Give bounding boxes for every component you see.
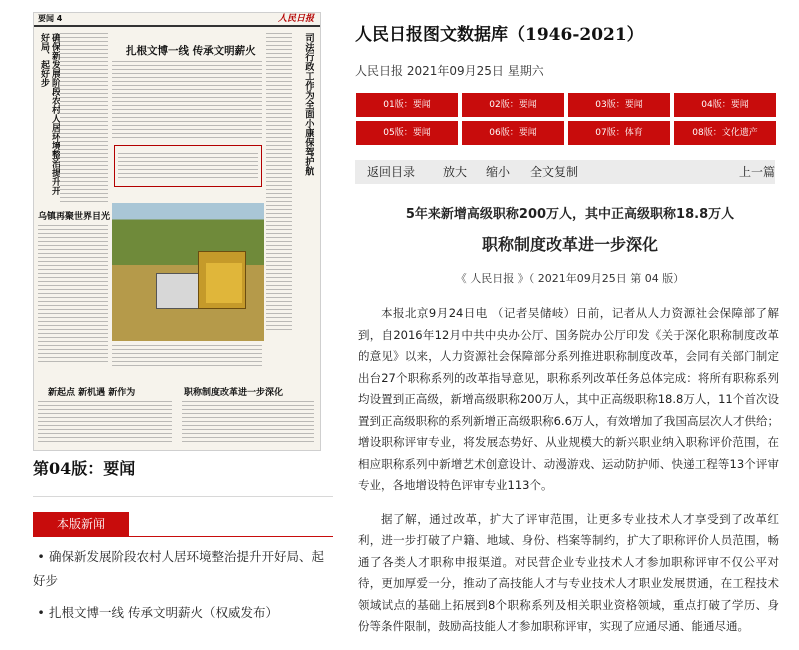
- tractor-shape: [156, 273, 202, 309]
- newspaper-page-thumbnail[interactable]: [33, 12, 321, 451]
- section-news-header: 本版新闻: [33, 512, 129, 537]
- article-source: 《 人民日报 》（ 2021年09月25日 第 04 版）: [455, 272, 685, 285]
- text-column: [182, 401, 314, 445]
- list-item: [33, 545, 333, 593]
- page-tab[interactable]: 06版：要闻: [462, 121, 564, 145]
- page-tab[interactable]: 05版：要闻: [356, 121, 458, 145]
- thumb-headline-bottom-left: 新起点 新机遇 新作为: [48, 388, 136, 398]
- zoom-out-button[interactable]: 缩小: [486, 165, 511, 179]
- text-column: [118, 153, 258, 181]
- page-tab[interactable]: 07版：体育: [568, 121, 670, 145]
- thumb-headline-left-mid: 乌镇再聚世界目光: [38, 212, 111, 222]
- harvest-photo: [112, 203, 264, 341]
- page-tab[interactable]: 08版：文化遗产: [674, 121, 776, 145]
- thumb-headline-bottom-right: 职称制度改革进一步深化: [184, 388, 284, 398]
- thumb-headline-left: 确保新发展阶段农村人居环境整治提升开好局、起好步: [39, 33, 60, 195]
- back-to-index-button[interactable]: 返回目录: [367, 165, 416, 179]
- zoom-in-button[interactable]: 放大: [443, 165, 468, 179]
- page-tab[interactable]: 01版：要闻: [356, 93, 458, 117]
- article-toolbar: [355, 160, 775, 184]
- article-paragraph: 本报北京9月24日电 （记者吴储岐）日前，记者从人力资源社会保障部了解到，自2016年12月中共中央办公厅、国务院办公厅印发《关于深化职称制度改革的意见》以来，人力资源社会保障部分系列推进职称制度改革，会同有关部门制定出台27个职称系列的改革指导意见，职称系列改革任务总体完成：将所有职称系列均设置到正高级，新增高级职称200万人，其中正高级职称18.8万人，11个首次设置到正高级职称的系列新增正高级职称6.6万人，有效增加了我国高层次人才供给；增设职称评审专业，将发展态势好、从业规模大的新兴职业纳入职称评价范围，在相应职称系列中新增艺术创意设计、动漫游戏、运动防护师、快递工程等13个评审专业，各地增设特色评审专业113个。: [358, 306, 779, 492]
- section-news-rule: [33, 536, 333, 537]
- right-column: [355, 0, 785, 639]
- thumb-headline-top: 扎根文博一线 传承文明薪火: [126, 45, 256, 57]
- article-body: [358, 303, 779, 650]
- text-column: [38, 401, 172, 445]
- previous-article-button[interactable]: 上一篇: [739, 165, 776, 179]
- text-column: [38, 225, 108, 365]
- article-title: 职称制度改革进一步深化: [481, 235, 658, 254]
- left-column: [0, 0, 340, 639]
- page-tab[interactable]: 02版：要闻: [462, 93, 564, 117]
- bullet-icon: •: [37, 605, 45, 620]
- article-subtitle: 5年来新增高级职称200万人，其中正高级职称18.8万人: [405, 207, 735, 222]
- copy-fulltext-button[interactable]: 全文复制: [530, 165, 579, 179]
- page-name: 第04版：要闻: [33, 459, 136, 478]
- list-item: [33, 601, 333, 625]
- corn-pile: [206, 263, 242, 303]
- divider: [33, 496, 333, 497]
- section-news-list: [33, 545, 333, 633]
- database-title: 人民日报图文数据库（1946-2021）: [355, 25, 644, 45]
- issue-meta: 人民日报 2021年09月25日 星期六: [355, 64, 544, 78]
- text-column: [60, 33, 108, 203]
- text-column: [112, 345, 262, 367]
- bullet-icon: •: [37, 549, 45, 564]
- news-link[interactable]: 确保新发展阶段农村人居环境整治提升开好局、起好步: [33, 549, 325, 588]
- text-column: [112, 61, 262, 141]
- article-paragraph: 据了解，通过改革，扩大了评审范围，让更多专业技术人才享受到了改革红利，进一步打破了户籍、地域、身份、档案等制约，扩大了职称评价人员范围，畅通了各类人才职称申报渠道。对民营企业专业技术人才参加职称评审不仅公平对待，更加厚爱一分，推动了高技能人才与专业技术人才职业发展贯通，在工程技术领域试点的基础上拓展到8个职称系列及相关职业资格领域，重点打破了学历、身份等条件限制，鼓励高技能人才参加职称评审，实现了应通尽通、能通尽通。: [358, 511, 779, 633]
- newspaper-logo: 人民日报: [277, 14, 314, 24]
- page-tab[interactable]: 04版：要闻: [674, 93, 776, 117]
- news-link[interactable]: 扎根文博一线 传承文明薪火（权威发布）: [49, 605, 278, 620]
- thumbnail-header: [34, 13, 320, 27]
- thumbnail-section: 要闻 4: [38, 14, 63, 23]
- thumb-headline-right: 司法行政工作为全面小康保驾护航: [303, 33, 314, 176]
- text-column: [266, 33, 292, 333]
- page-tab[interactable]: 03版：要闻: [568, 93, 670, 117]
